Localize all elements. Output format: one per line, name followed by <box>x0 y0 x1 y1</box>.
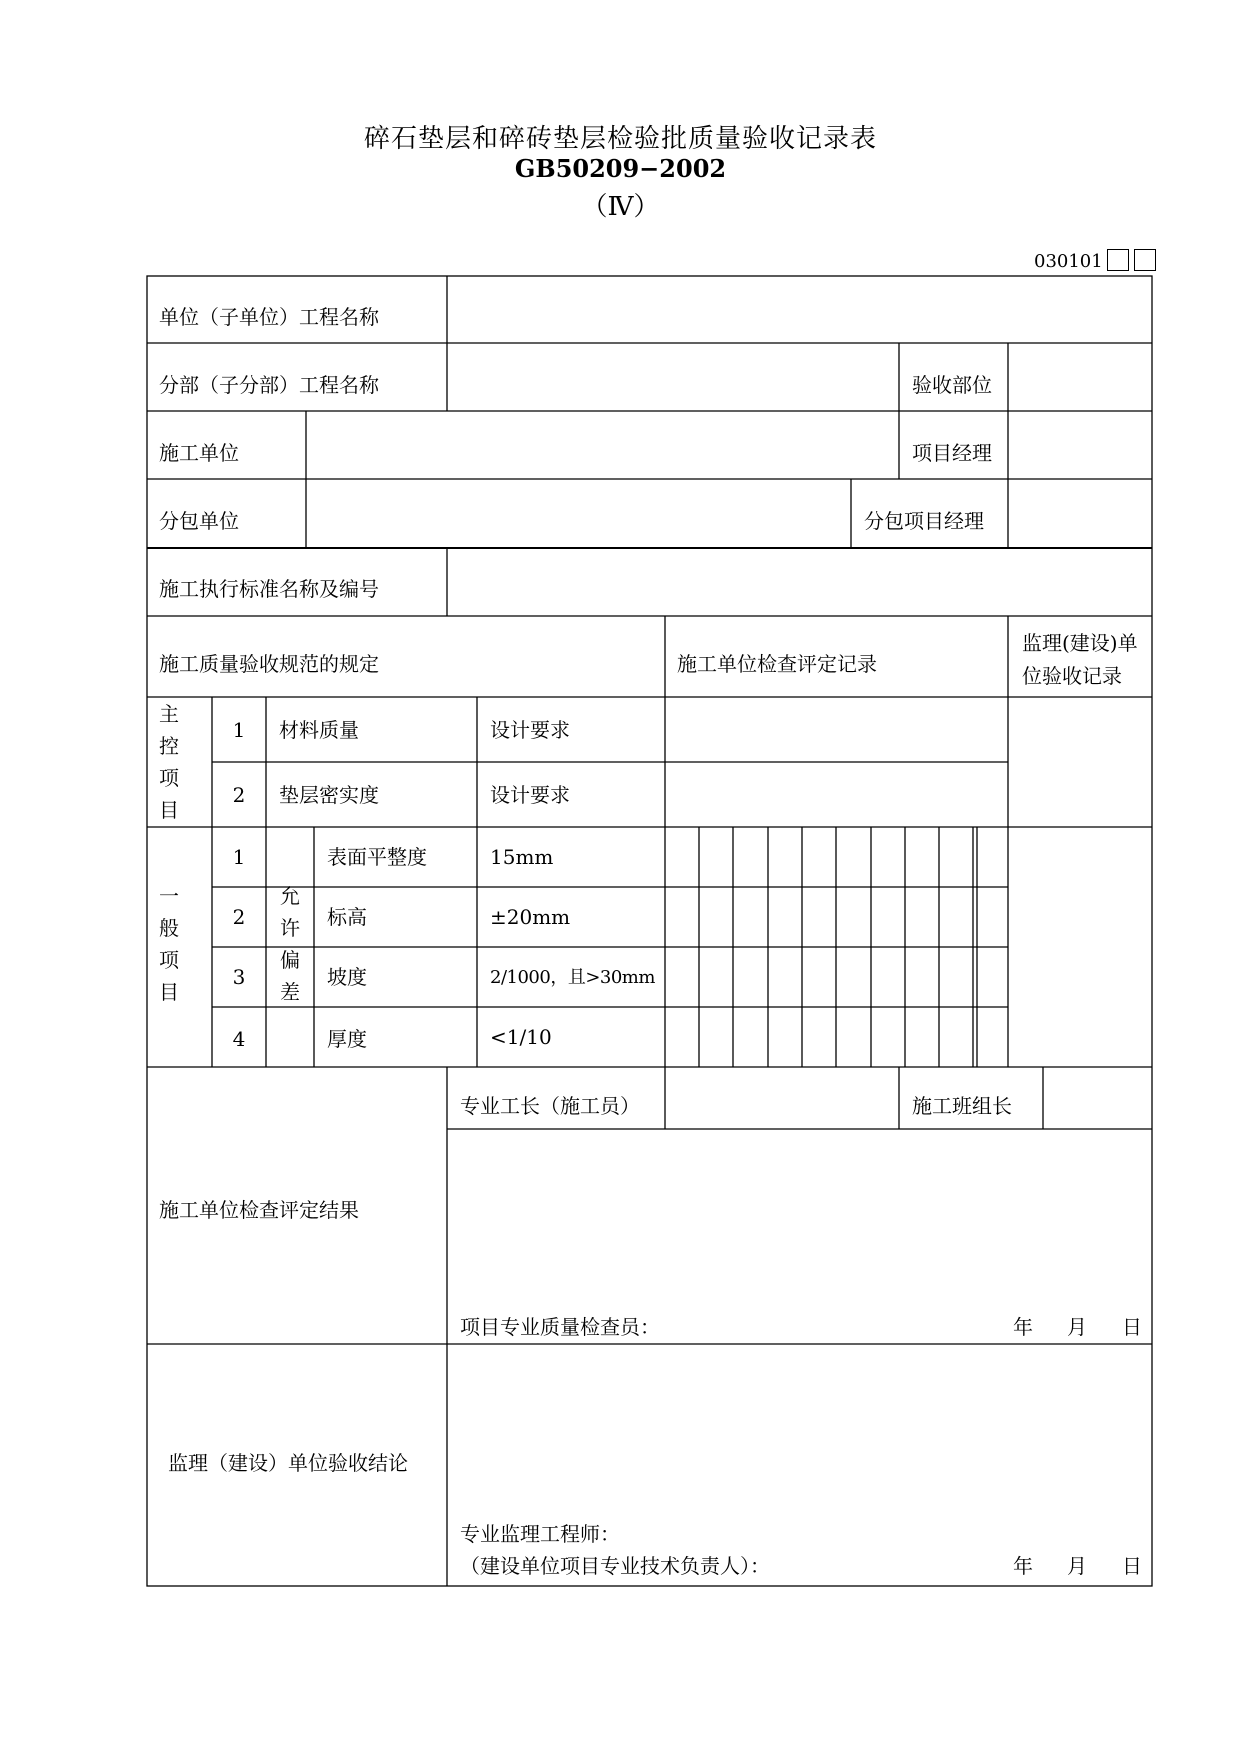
conclusion-year-label: 年 <box>1013 1554 1033 1578</box>
project-manager-label: 项目经理 <box>912 441 992 465</box>
main-item-2-no: 2 <box>232 783 246 807</box>
contractor-result-label: 施工单位检查评定结果 <box>159 1198 359 1222</box>
main-item-1-requirement: 设计要求 <box>490 718 570 742</box>
main-item-1-name: 材料质量 <box>279 718 359 742</box>
foreman-label: 专业工长（施工员） <box>460 1094 640 1118</box>
acceptance-part-label: 验收部位 <box>912 373 992 397</box>
general-group-label: 一般项目 <box>159 884 179 1004</box>
general-item-1-no: 1 <box>232 845 246 869</box>
subcontractor-label: 分包单位 <box>159 509 239 533</box>
part-number: （Ⅳ） <box>581 192 660 222</box>
standard-name-label: 施工执行标准名称及编号 <box>159 577 379 601</box>
conclusion-month-label: 月 <box>1067 1554 1087 1578</box>
supervising-engineer-label: 专业监理工程师： <box>460 1522 620 1546</box>
general-item-3-requirement: 2/1000，且>30mm <box>490 967 655 988</box>
main-item-1-no: 1 <box>232 718 246 742</box>
main-item-2-name: 垫层密实度 <box>279 783 379 807</box>
standard-number: GB50209−2002 <box>514 154 727 183</box>
sub-project-manager-label: 分包项目经理 <box>864 509 984 533</box>
result-year-label: 年 <box>1013 1315 1033 1339</box>
contractor-label: 施工单位 <box>159 441 239 465</box>
spec-column-header: 施工质量验收规范的规定 <box>159 652 379 676</box>
quality-inspector-label: 项目专业质量检查员： <box>460 1315 660 1339</box>
general-item-4-no: 4 <box>232 1027 246 1051</box>
general-item-4-name: 厚度 <box>327 1027 367 1051</box>
general-item-3-name: 坡度 <box>327 965 367 989</box>
result-day-label: 日 <box>1122 1315 1142 1339</box>
tolerance-label: 允许偏差 <box>280 884 300 1004</box>
general-item-2-name: 标高 <box>327 905 367 929</box>
supervisor-record-header-line2: 位验收记录 <box>1022 664 1122 688</box>
general-item-1-requirement: 15mm <box>490 845 554 869</box>
main-control-group-label: 主控项目 <box>159 702 179 822</box>
result-month-label: 月 <box>1067 1315 1087 1339</box>
form-title: 碎石垫层和碎砖垫层检验批质量验收记录表 <box>363 124 877 154</box>
main-item-2-requirement: 设计要求 <box>490 783 570 807</box>
general-item-1-name: 表面平整度 <box>327 845 427 869</box>
general-item-2-no: 2 <box>232 905 246 929</box>
contractor-record-header: 施工单位检查评定记录 <box>677 652 877 676</box>
general-item-2-requirement: ±20mm <box>490 905 571 929</box>
general-item-3-no: 3 <box>232 965 246 989</box>
conclusion-day-label: 日 <box>1122 1554 1142 1578</box>
general-item-4-requirement: <1/10 <box>490 1025 552 1049</box>
tech-lead-label: （建设单位项目专业技术负责人）： <box>460 1554 770 1578</box>
form-code: 030101 <box>1034 251 1103 272</box>
supervisor-record-header-line1: 监理(建设)单 <box>1022 631 1138 655</box>
sub-project-name-label: 分部（子分部）工程名称 <box>159 373 379 397</box>
unit-project-name-label: 单位（子单位）工程名称 <box>159 305 379 329</box>
supervisor-conclusion-label: 监理（建设）单位验收结论 <box>168 1451 408 1475</box>
team-leader-label: 施工班组长 <box>912 1094 1012 1118</box>
